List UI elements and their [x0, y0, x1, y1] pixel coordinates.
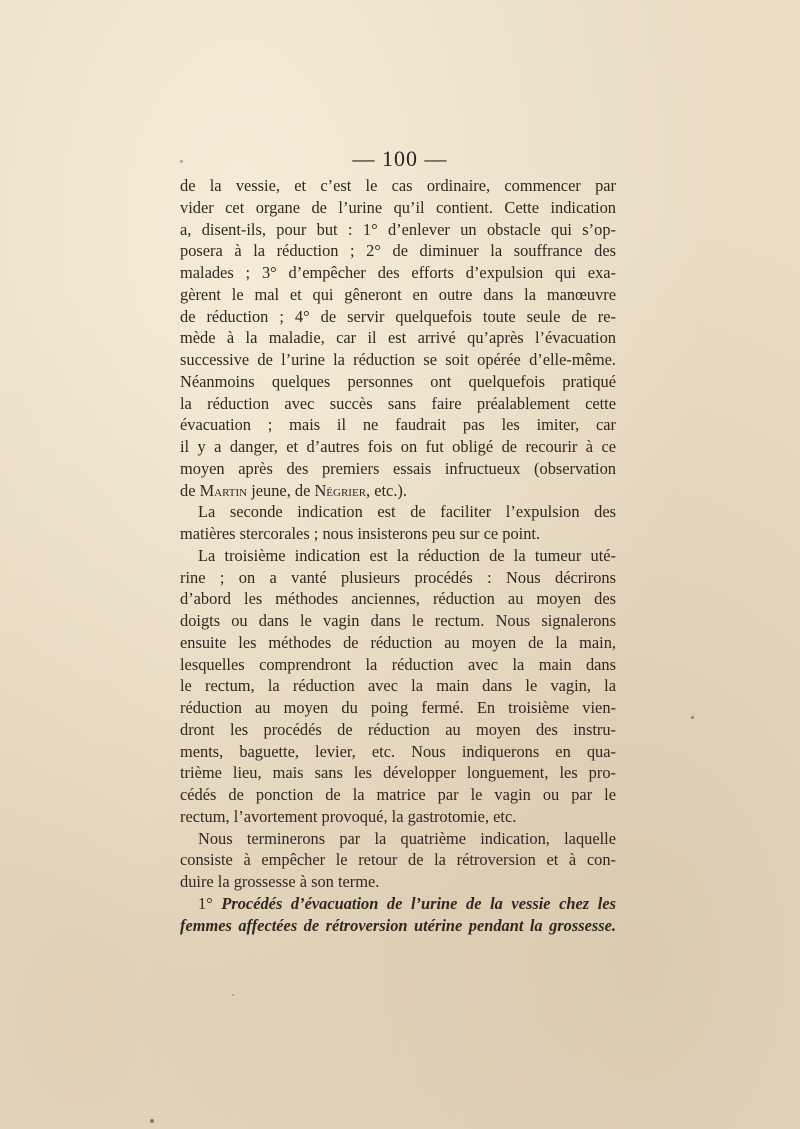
text-line: Nous terminerons par la quatrième indication, laquelle	[198, 828, 616, 848]
text-line: matières stercorales ; nous insisterons peu sur ce point.	[180, 524, 541, 543]
author-name-martin: Martin	[199, 480, 248, 500]
text-line: consiste à empêcher le retour de la rétroversion et à con-	[180, 850, 616, 870]
text-fragment: de	[180, 480, 200, 500]
text-line: a, disent-ils, pour but : 1° d’enlever un obstacle qui s’op-	[180, 219, 616, 239]
text-line: malades ; 3° d’empêcher des efforts d’expulsion qui exa-	[180, 263, 616, 282]
text-line: dront les procédés de réduction au moyen des instru-	[180, 719, 616, 739]
text-line: rectum, l’avortement provoqué, la gastrotomie, etc.	[180, 806, 517, 826]
paper-speck	[180, 160, 183, 163]
author-name-negrier: Négrier	[314, 480, 367, 500]
body-text	[180, 175, 616, 936]
section-number: 1°	[198, 893, 222, 913]
text-line: gèrent le mal et qui gêneront en outre dans la manœuvre	[180, 284, 616, 304]
text-line: cédés de ponction de la matrice par le vagin ou par le	[180, 785, 616, 804]
text-line: successive de l’urine la réduction se soit opérée d’elle-même.	[180, 350, 616, 369]
text-line: de réduction ; 4° de servir quelquefois toute seule de re-	[180, 306, 616, 326]
text-line: La troisième indication est la réduction de la tumeur uté-	[198, 545, 616, 565]
paper-speck	[150, 1119, 154, 1123]
section-heading-line: femmes affectées de rétroversion utérine pendant la grossesse.	[180, 915, 616, 935]
section-heading-text: Procédés d’évacuation de l’urine de la vessie chez les	[221, 893, 616, 913]
text-line: trième lieu, mais sans les développer longuement, les pro-	[180, 763, 616, 783]
text-line: évacuation ; mais il ne faudrait pas les imiter, car	[180, 415, 616, 435]
text-line: Néanmoins quelques personnes ont quelquefois pratiqué	[180, 371, 616, 391]
text-fragment: jeune, de	[247, 480, 315, 500]
text-line: mède à la maladie, car il est arrivé qu’après l’évacuation	[180, 328, 616, 348]
text-fragment: , etc.).	[366, 480, 407, 500]
text-line: doigts ou dans le vagin dans le rectum. Nous signalerons	[180, 611, 616, 630]
text-line: vider cet organe de l’urine qu’il contient. Cette indication	[180, 197, 616, 217]
paper-speck	[232, 994, 234, 996]
text-line: ensuite les méthodes de réduction au moyen de la main,	[180, 632, 616, 652]
text-line: duire la grossesse à son terme.	[180, 872, 380, 891]
text-line: d’abord les méthodes anciennes, réduction au moyen des	[180, 589, 616, 609]
page-number: — 100 —	[352, 146, 448, 171]
text-line: La seconde indication est de faciliter l’expulsion des	[198, 502, 616, 522]
paper-speck	[691, 716, 694, 719]
text-line	[180, 480, 616, 502]
section-heading-line	[180, 893, 616, 915]
text-line: posera à la réduction ; 2° de diminuer la souffrance des	[180, 241, 616, 261]
text-line: moyen après des premiers essais infructueux (observation	[180, 458, 616, 478]
text-line: de la vessie, et c’est le cas ordinaire, commencer par	[180, 176, 616, 195]
text-line: réduction au moyen du poing fermé. En troisième vien-	[180, 698, 616, 717]
text-line: il y a danger, et d’autres fois on fut obligé de recourir à ce	[180, 437, 616, 456]
text-line: la réduction avec succès sans faire préalablement cette	[180, 393, 616, 413]
text-line: rine ; on a vanté plusieurs procédés : Nous décrirons	[180, 567, 616, 587]
text-line: ments, baguette, levier, etc. Nous indiquerons en qua-	[180, 741, 616, 761]
text-line: lesquelles comprendront la réduction avec la main dans	[180, 654, 616, 674]
text-line: le rectum, la réduction avec la main dans le vagin, la	[180, 676, 616, 696]
